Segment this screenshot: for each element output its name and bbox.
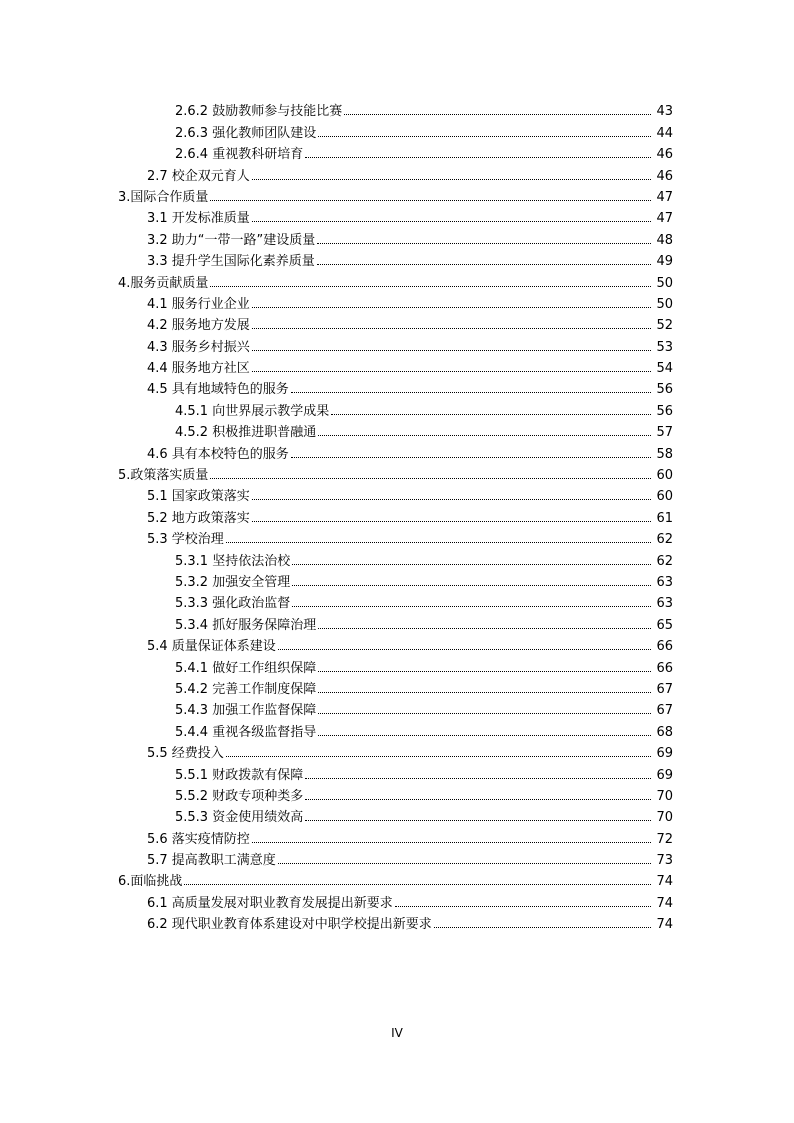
toc-entry-title: 6.1 高质量发展对职业教育发展提出新要求 bbox=[147, 895, 393, 911]
toc-entry-title: 5.3.1 坚持依法治校 bbox=[175, 553, 291, 569]
toc-entry[interactable] bbox=[0, 161, 794, 182]
toc-entry[interactable] bbox=[0, 546, 794, 567]
toc-entry-title: 5.3 学校治理 bbox=[147, 532, 224, 548]
toc-dot-leader bbox=[318, 713, 651, 714]
toc-entry-page: 49 bbox=[656, 254, 673, 270]
toc-entry-page: 69 bbox=[656, 746, 673, 762]
toc-dot-leader bbox=[210, 286, 651, 287]
toc-entry-page: 74 bbox=[656, 895, 673, 911]
toc-entry-title: 2.7 校企双元育人 bbox=[147, 168, 250, 184]
toc-dot-leader bbox=[252, 179, 651, 180]
toc-entry-page: 61 bbox=[656, 510, 673, 526]
toc-entry-page: 52 bbox=[656, 318, 673, 334]
toc-entry[interactable] bbox=[0, 503, 794, 524]
toc-entry-page: 74 bbox=[656, 917, 673, 933]
toc-entry-title: 4.1 服务行业企业 bbox=[147, 296, 250, 312]
toc-entry-page: 68 bbox=[656, 724, 673, 740]
toc-entry[interactable] bbox=[0, 461, 794, 482]
toc-dot-leader bbox=[305, 799, 651, 800]
toc-dot-leader bbox=[318, 671, 651, 672]
toc-dot-leader bbox=[210, 200, 651, 201]
toc-entry-page: 56 bbox=[656, 403, 673, 419]
toc-entry[interactable] bbox=[0, 717, 794, 738]
toc-entry[interactable] bbox=[0, 888, 794, 909]
toc-entry[interactable] bbox=[0, 332, 794, 353]
toc-dot-leader bbox=[305, 157, 651, 158]
toc-entry[interactable] bbox=[0, 824, 794, 845]
toc-dot-leader bbox=[292, 606, 651, 607]
toc-entry-page: 58 bbox=[656, 446, 673, 462]
toc-entry[interactable] bbox=[0, 846, 794, 867]
toc-entry-page: 62 bbox=[656, 553, 673, 569]
toc-entry-page: 63 bbox=[656, 596, 673, 612]
toc-entry[interactable] bbox=[0, 396, 794, 417]
toc-entry-page: 70 bbox=[656, 788, 673, 804]
toc-dot-leader bbox=[318, 136, 651, 137]
toc-dot-leader bbox=[331, 414, 651, 415]
toc-entry-page: 46 bbox=[656, 147, 673, 163]
toc-entry[interactable] bbox=[0, 589, 794, 610]
toc-entry-page: 70 bbox=[656, 810, 673, 826]
toc-entry-page: 67 bbox=[656, 703, 673, 719]
toc-dot-leader bbox=[305, 778, 651, 779]
toc-dot-leader bbox=[291, 392, 651, 393]
toc-entry-title: 5.4.1 做好工作组织保障 bbox=[175, 660, 317, 676]
toc-entry-title: 2.6.3 强化教师团队建设 bbox=[175, 125, 317, 141]
toc-dot-leader bbox=[252, 842, 651, 843]
toc-dot-leader bbox=[434, 927, 651, 928]
toc-entry[interactable] bbox=[0, 118, 794, 139]
toc-dot-leader bbox=[252, 350, 651, 351]
toc-entry-page: 60 bbox=[656, 468, 673, 484]
toc-dot-leader bbox=[317, 264, 651, 265]
toc-entry-page: 44 bbox=[656, 125, 673, 141]
toc-entry-title: 3.1 开发标准质量 bbox=[147, 211, 250, 227]
toc-entry-page: 66 bbox=[656, 660, 673, 676]
toc-entry-page: 66 bbox=[656, 639, 673, 655]
toc-entry-title: 5.5 经费投入 bbox=[147, 746, 224, 762]
toc-entry-page: 57 bbox=[656, 425, 673, 441]
toc-dot-leader bbox=[278, 649, 651, 650]
toc-entry-title: 4.5.2 积极推进职普融通 bbox=[175, 425, 317, 441]
toc-entry-page: 43 bbox=[656, 104, 673, 120]
toc-entry-title: 5.4 质量保证体系建设 bbox=[147, 639, 276, 655]
toc-entry[interactable] bbox=[0, 140, 794, 161]
page-number: IV bbox=[391, 1026, 403, 1040]
toc-dot-leader bbox=[317, 243, 651, 244]
toc-entry[interactable] bbox=[0, 782, 794, 803]
toc-entry-title: 5.1 国家政策落实 bbox=[147, 489, 250, 505]
toc-entry[interactable] bbox=[0, 739, 794, 760]
toc-entry-title: 5.5.2 财政专项种类多 bbox=[175, 788, 304, 804]
toc-dot-leader bbox=[318, 735, 651, 736]
toc-dot-leader bbox=[252, 221, 651, 222]
toc-entry-title: 3.国际合作质量 bbox=[118, 189, 209, 205]
toc-dot-leader bbox=[252, 499, 651, 500]
toc-dot-leader bbox=[318, 692, 651, 693]
toc-entry[interactable] bbox=[0, 525, 794, 546]
toc-entry[interactable] bbox=[0, 375, 794, 396]
toc-entry-title: 6.面临挑战 bbox=[118, 874, 183, 890]
toc-dot-leader bbox=[226, 756, 651, 757]
toc-dot-leader bbox=[278, 863, 651, 864]
toc-entry-page: 73 bbox=[656, 853, 673, 869]
toc-entry[interactable] bbox=[0, 675, 794, 696]
toc-entry[interactable] bbox=[0, 418, 794, 439]
toc-entry-title: 5.2 地方政策落实 bbox=[147, 510, 250, 526]
toc-entry-title: 6.2 现代职业教育体系建设对中职学校提出新要求 bbox=[147, 917, 432, 933]
toc-dot-leader bbox=[344, 114, 651, 115]
toc-entry[interactable] bbox=[0, 225, 794, 246]
toc-entry[interactable] bbox=[0, 439, 794, 460]
toc-entry-page: 46 bbox=[656, 168, 673, 184]
toc-entry[interactable] bbox=[0, 568, 794, 589]
toc-dot-leader bbox=[184, 884, 651, 885]
toc-entry-title: 4.4 服务地方社区 bbox=[147, 361, 250, 377]
toc-entry-page: 48 bbox=[656, 232, 673, 248]
toc-entry-page: 47 bbox=[656, 211, 673, 227]
toc-entry[interactable] bbox=[0, 803, 794, 824]
toc-dot-leader bbox=[291, 457, 651, 458]
toc-entry[interactable] bbox=[0, 867, 794, 888]
toc-entry[interactable] bbox=[0, 910, 794, 931]
toc-entry-title: 5.3.2 加强安全管理 bbox=[175, 574, 291, 590]
toc-entry-page: 47 bbox=[656, 189, 673, 205]
toc-entry-title: 5.政策落实质量 bbox=[118, 468, 209, 484]
toc-entry[interactable] bbox=[0, 204, 794, 225]
toc-dot-leader bbox=[305, 820, 651, 821]
toc-entry[interactable] bbox=[0, 247, 794, 268]
toc-dot-leader bbox=[252, 307, 651, 308]
toc-entry-page: 65 bbox=[656, 617, 673, 633]
toc-dot-leader bbox=[210, 478, 651, 479]
toc-entry[interactable] bbox=[0, 183, 794, 204]
toc-entry-title: 5.5.1 财政拨款有保障 bbox=[175, 767, 304, 783]
toc-dot-leader bbox=[252, 328, 651, 329]
toc-entry[interactable] bbox=[0, 354, 794, 375]
toc-entry-page: 56 bbox=[656, 382, 673, 398]
toc-entry[interactable] bbox=[0, 632, 794, 653]
toc-entry-title: 4.2 服务地方发展 bbox=[147, 318, 250, 334]
toc-entry[interactable] bbox=[0, 760, 794, 781]
toc-entry-page: 53 bbox=[656, 339, 673, 355]
toc-entry-title: 5.6 落实疫情防控 bbox=[147, 831, 250, 847]
toc-entry[interactable] bbox=[0, 290, 794, 311]
toc-dot-leader bbox=[318, 435, 651, 436]
toc-dot-leader bbox=[292, 564, 651, 565]
toc-entry-page: 50 bbox=[656, 296, 673, 312]
toc-entry-page: 69 bbox=[656, 767, 673, 783]
toc-entry-title: 5.4.4 重视各级监督指导 bbox=[175, 724, 317, 740]
toc-entry[interactable] bbox=[0, 97, 794, 118]
toc-entry-page: 50 bbox=[656, 275, 673, 291]
toc-entry-title: 4.3 服务乡村振兴 bbox=[147, 339, 250, 355]
toc-entry-title: 4.服务贡献质量 bbox=[118, 275, 209, 291]
toc-entry-title: 2.6.4 重视教科研培育 bbox=[175, 147, 304, 163]
toc-entry-page: 60 bbox=[656, 489, 673, 505]
toc-entry-page: 74 bbox=[656, 874, 673, 890]
toc-entry-title: 4.5 具有地域特色的服务 bbox=[147, 382, 289, 398]
toc-entry-title: 4.6 具有本校特色的服务 bbox=[147, 446, 289, 462]
toc-entry-title: 4.5.1 向世界展示教学成果 bbox=[175, 403, 330, 419]
toc-entry[interactable] bbox=[0, 311, 794, 332]
toc-entry[interactable] bbox=[0, 696, 794, 717]
toc-entry-title: 5.5.3 资金使用绩效高 bbox=[175, 810, 304, 826]
toc-entry-page: 54 bbox=[656, 361, 673, 377]
toc-entry-title: 3.2 助力“一带一路”建设质量 bbox=[147, 232, 316, 248]
toc-dot-leader bbox=[318, 628, 651, 629]
toc-dot-leader bbox=[292, 585, 651, 586]
toc-entry-title: 5.4.3 加强工作监督保障 bbox=[175, 703, 317, 719]
table-of-contents bbox=[0, 97, 794, 931]
toc-entry-title: 3.3 提升学生国际化素养质量 bbox=[147, 254, 315, 270]
toc-dot-leader bbox=[252, 371, 651, 372]
toc-entry-page: 62 bbox=[656, 532, 673, 548]
toc-dot-leader bbox=[395, 906, 651, 907]
toc-entry-title: 5.3.3 强化政治监督 bbox=[175, 596, 291, 612]
toc-entry-page: 63 bbox=[656, 574, 673, 590]
toc-entry-title: 5.4.2 完善工作制度保障 bbox=[175, 681, 317, 697]
toc-entry-title: 5.7 提高教职工满意度 bbox=[147, 853, 276, 869]
toc-entry[interactable] bbox=[0, 482, 794, 503]
toc-entry[interactable] bbox=[0, 268, 794, 289]
toc-dot-leader bbox=[226, 542, 651, 543]
toc-entry-title: 2.6.2 鼓励教师参与技能比赛 bbox=[175, 104, 343, 120]
toc-entry-page: 72 bbox=[656, 831, 673, 847]
toc-entry[interactable] bbox=[0, 610, 794, 631]
toc-entry-page: 67 bbox=[656, 681, 673, 697]
toc-entry-title: 5.3.4 抓好服务保障治理 bbox=[175, 617, 317, 633]
toc-entry[interactable] bbox=[0, 653, 794, 674]
toc-dot-leader bbox=[252, 521, 651, 522]
